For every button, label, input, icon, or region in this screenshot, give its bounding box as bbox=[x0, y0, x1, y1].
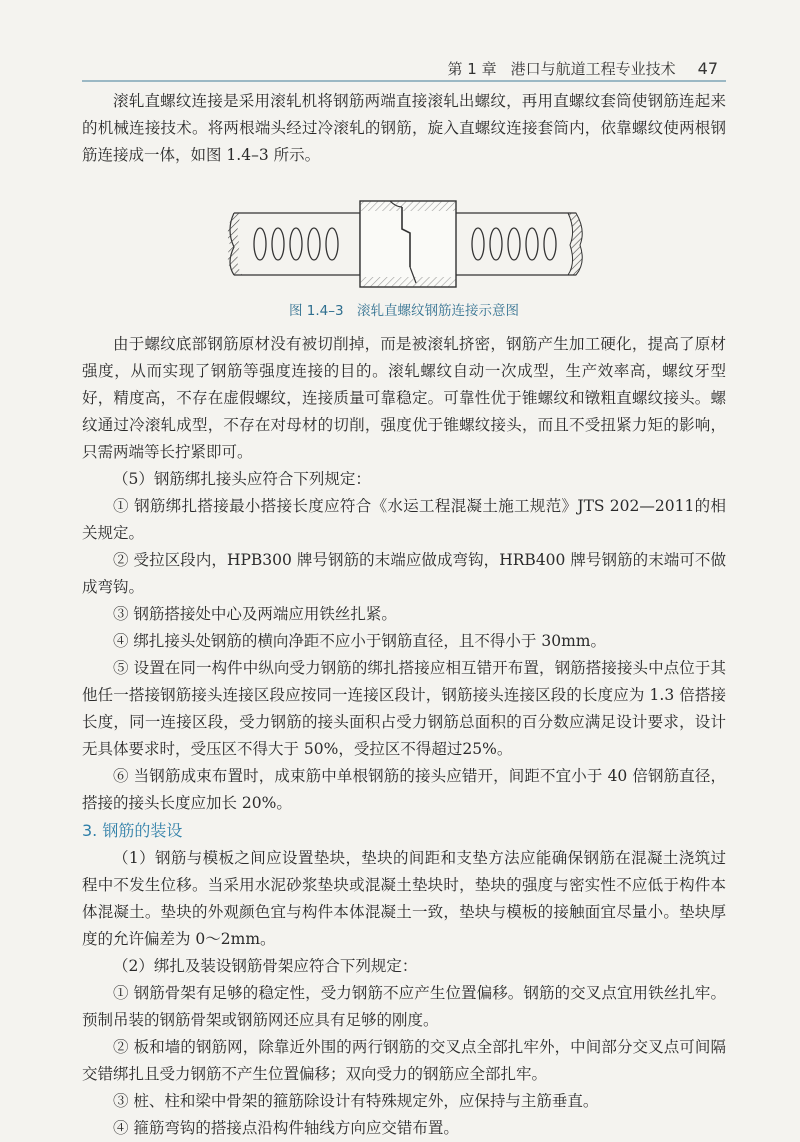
figure-caption: 图 1.4–3 滚轧直螺纹钢筋连接示意图 bbox=[288, 303, 520, 319]
paragraph: （5）钢筋绑扎接头应符合下列规定： bbox=[113, 470, 371, 488]
paragraph: ④ 绑扎接头处钢筋的横向净距不应小于钢筋直径，且不得小于 30mm。 bbox=[113, 632, 606, 650]
header-rule bbox=[82, 80, 726, 82]
chapter-label: 第 1 章 bbox=[447, 60, 497, 78]
paragraph: ⑤ 设置在同一构件中纵向受力钢筋的绑扎搭接应相互错开布置，钢筋搭接接头中点位于其他任一搭接钢筋接头连接区段应按同一连接区段计，钢筋接头连接区段的长度应为 1.3 倍搭接长度，同一连接区段，受力钢筋的接头面积占受力钢筋总面积的百分数应满足设计要求，设计无具体要求时，受压区不得大于 50%，受拉区不得超过25%。 bbox=[82, 659, 726, 758]
paragraph: ③ 钢筋搭接处中心及两端应用铁丝扎紧。 bbox=[113, 605, 397, 623]
paragraph: ③ 桩、柱和梁中骨架的箍筋除设计有特殊规定外，应保持与主筋垂直。 bbox=[113, 1092, 599, 1110]
page-header bbox=[0, 0, 800, 80]
paragraph: ⑥ 当钢筋成束布置时，成束筋中单根钢筋的接头应错开，间距不宜小于 40 倍钢筋直径，搭接的接头长度应加长 20%。 bbox=[82, 767, 726, 812]
paragraph: ① 钢筋绑扎搭接最小搭接长度应符合《水运工程混凝土施工规范》JTS 202—2011的相关规定。 bbox=[82, 497, 726, 542]
paragraph: ② 板和墙的钢筋网，除靠近外围的两行钢筋的交叉点全部扎牢外，中间部分交叉点可间隔交错绑扎且受力钢筋不产生位置偏移；双向受力的钢筋应全部扎牢。 bbox=[82, 1038, 726, 1083]
section-title: 3. 钢筋的装设 bbox=[82, 821, 183, 840]
rebar-connection-diagram bbox=[220, 175, 590, 295]
page-body bbox=[82, 88, 726, 1142]
paragraph: （2）绑扎及装设钢筋骨架应符合下列规定： bbox=[113, 957, 418, 975]
page-number: 47 bbox=[697, 59, 718, 78]
chapter-title: 港口与航道工程专业技术 bbox=[510, 60, 676, 78]
paragraph: ② 受拉区段内，HPB300 牌号钢筋的末端应做成弯钩，HRB400 牌号钢筋的末端可不做成弯钩。 bbox=[82, 551, 726, 596]
left-rebar bbox=[228, 213, 360, 275]
paragraph: 由于螺纹底部钢筋原材没有被切削掉，而是被滚轧挤密，钢筋产生加工硬化，提高了原材强度，从而实现了钢筋等强度连接的目的。滚轧螺纹自动一次成型，生产效率高，螺纹牙型好，精度高，不存在虚假螺纹，连接质量可靠稳定。可靠性优于锥螺纹和镦粗直螺纹接头。螺纹通过冷滚轧成型，不存在对母材的切削，强度优于锥螺纹接头，而且不受扭紧力矩的影响，只需两端等长拧紧即可。 bbox=[82, 335, 726, 461]
paragraph: ① 钢筋骨架有足够的稳定性，受力钢筋不应产生位置偏移。钢筋的交叉点宜用铁丝扎牢。预制吊装的钢筋骨架或钢筋网还应具有足够的刚度。 bbox=[82, 984, 726, 1029]
paragraph: （1）钢筋与模板之间应设置垫块，垫块的间距和支垫方法应能确保钢筋在混凝土浇筑过程中不发生位移。当采用水泥砂浆垫块或混凝土垫块时，垫块的强度与密实性不应低于构件本体混凝土。垫块的外观颜色宜与构件本体混凝土一致，垫块与模板的接触面宜尽量小。垫块厚度的允许偏差为 0～2mm。 bbox=[82, 849, 726, 948]
right-rebar bbox=[456, 213, 582, 275]
running-head bbox=[448, 58, 718, 79]
threaded-sleeve bbox=[360, 201, 456, 287]
paragraph: 滚轧直螺纹连接是采用滚轧机将钢筋两端直接滚轧出螺纹，再用直螺纹套筒使钢筋连起来的机械连接技术。将两根端头经过冷滚轧的钢筋，旋入直螺纹连接套筒内，依靠螺纹使两根钢筋连接成一体，如图 1.4–3 所示。 bbox=[82, 92, 726, 164]
paragraph: ④ 箍筋弯钩的搭接点沿构件轴线方向应交错布置。 bbox=[113, 1119, 459, 1137]
figure-rebar-connection bbox=[82, 173, 726, 297]
